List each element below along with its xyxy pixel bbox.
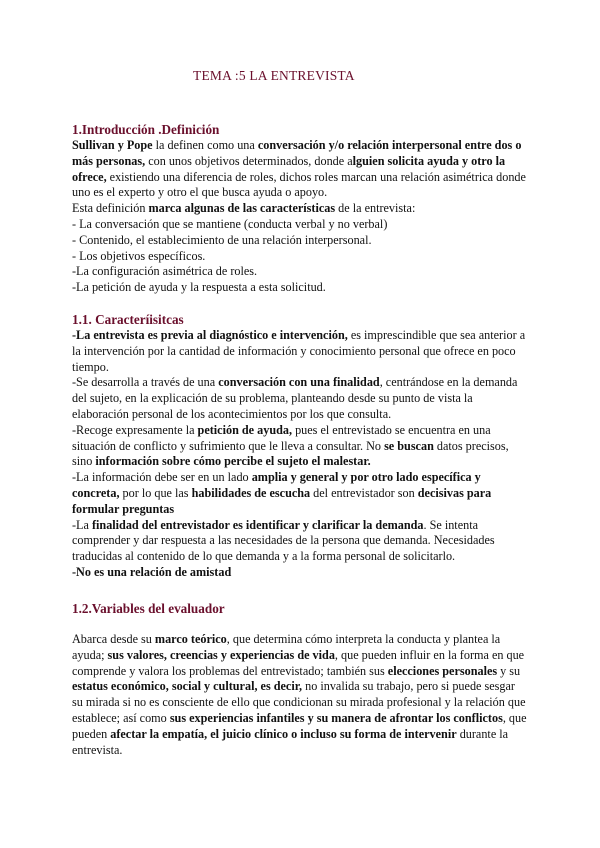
section-heading-introduction: 1.Introducción .Definición (72, 122, 220, 137)
text-run: . Se intenta comprender y dar respuesta a las necesidades de la persona que demanda. Necesidades traducidas al contenido de lo que demanda y a la forma personal de solicitarlo. (72, 517, 495, 564)
text-run: , que pueden (72, 710, 527, 741)
bold-text-run: elecciones personales (387, 663, 498, 678)
bold-text-run: información sobre cómo percibe el sujeto el malestar. (95, 454, 371, 469)
text-run: la definen como una (152, 138, 258, 152)
characteristic-paragraph (72, 375, 528, 422)
characteristic-paragraph (72, 565, 528, 581)
bold-text-run: marca algunas de las características (148, 201, 336, 216)
list-item: - La conversación que se mantiene (conducta verbal y no verbal) (72, 216, 388, 231)
bold-text-run: habilidades de escucha (191, 485, 311, 500)
text-run: , que determina cómo interpreta la conducta y plantea la ayuda; (72, 632, 501, 662)
text-run: durante la entrevista. (72, 726, 509, 757)
document-title: TEMA :5 LA ENTREVISTA (193, 68, 355, 83)
text-run: no invalida su trabajo, pero si puede sesgar su mirada si no es consciente de ello que condicionan su mirada profesional y la relación que establece; así como (72, 679, 526, 725)
list-item: -La configuración asimétrica de roles. (72, 264, 258, 279)
bold-text-run: amplia y general y por otro lado específica y concreta, (72, 470, 481, 500)
list-item: -La petición de ayuda y la respuesta a esta solicitud. (72, 280, 326, 295)
text-run: -La información debe ser en un lado (72, 470, 252, 485)
text-run: y su (497, 663, 521, 678)
text-run: , centrándose en la demanda del sujeto, en la explicación de su problema, planteando desde su punto de vista la elaboración personal de los acontecimientos por los que consulta. (72, 375, 518, 421)
bold-text-run: sus experiencias infantiles y su manera de afrontar los conflictos (169, 710, 503, 725)
list-item: - Contenido, el establecimiento de una relación interpersonal. (72, 232, 372, 247)
bold-text-run: Sullivan y Pope (72, 138, 153, 152)
bold-text-run: conversación con una finalidad (218, 375, 380, 390)
bold-text-run: estatus económico, social y cultural, es decir, (72, 679, 303, 694)
text-run: datos precisos, sino (72, 438, 509, 469)
bold-text-run: sus valores, creencias y experiencias de vida (107, 647, 335, 662)
text-run: -La (72, 517, 92, 532)
bold-text-run: petición de ayuda, (197, 422, 293, 437)
characteristic-paragraph (72, 470, 528, 517)
section-introduction (72, 121, 528, 296)
bold-text-run: lguien solicita ayuda y otro la ofrece, (72, 153, 506, 184)
text-run: Abarca desde su (72, 632, 155, 646)
text-run: de la entrevista: (335, 201, 416, 216)
bold-text-run: se buscan (384, 438, 434, 453)
text-run: -Se desarrolla a través de una (72, 375, 219, 390)
bold-text-run: marco teórico (154, 632, 227, 646)
list-item: - Los objetivos específicos. (72, 248, 206, 263)
evaluator-paragraph (72, 632, 528, 758)
section-characteristics (72, 311, 528, 581)
characteristic-paragraph (72, 423, 528, 470)
text-run: del entrevistador son (310, 485, 418, 500)
text-run: Esta definición (72, 201, 149, 216)
text-run: pues el entrevistado se encuentra en una situación de conflicto y sufrimiento que le lleva a consultar. No (72, 422, 491, 453)
bold-text-run: decisivas para formular preguntas (72, 485, 492, 516)
section-evaluator-variables (72, 600, 528, 758)
definition-paragraph (72, 201, 528, 217)
section-heading-characteristics: 1.1. Caracteríisitcas (72, 312, 184, 327)
text-run: con unos objetivos determinados, donde a (145, 153, 353, 168)
bold-text-run: conversación y/o relación interpersonal entre dos o más personas, (72, 138, 522, 168)
bold-text-run: finalidad del entrevistador es identificar y clarificar la demanda (91, 517, 424, 532)
section-heading-evaluator-variables: 1.2.Variables del evaluador (72, 601, 225, 616)
text-run: existiendo una diferencia de roles, dichos roles marcan una relación asimétrica donde uno es el experto y otro el que busca ayuda o apoyo. (72, 169, 526, 200)
text-run: -Recoge expresamente la (72, 422, 198, 437)
intro-paragraph (72, 138, 528, 201)
text-run: es imprescindible que sea anterior a la intervención por la cantidad de información y conocimiento personal que ofrece en poco tiempo. (72, 328, 526, 374)
characteristic-paragraph (72, 328, 528, 375)
text-run: por lo que las (119, 485, 192, 500)
bold-text-run: -No es una relación de amistad (72, 564, 232, 579)
text-run: , que pueden influir en la forma en que comprende y valora los problemas del entrevistado; también sus (72, 647, 525, 678)
characteristic-paragraph (72, 518, 528, 565)
bold-text-run: afectar la empatía, el juicio clínico o incluso su forma de intervenir (110, 726, 457, 741)
bold-text-run: -La entrevista es previa al diagnóstico e intervención, (72, 328, 348, 342)
